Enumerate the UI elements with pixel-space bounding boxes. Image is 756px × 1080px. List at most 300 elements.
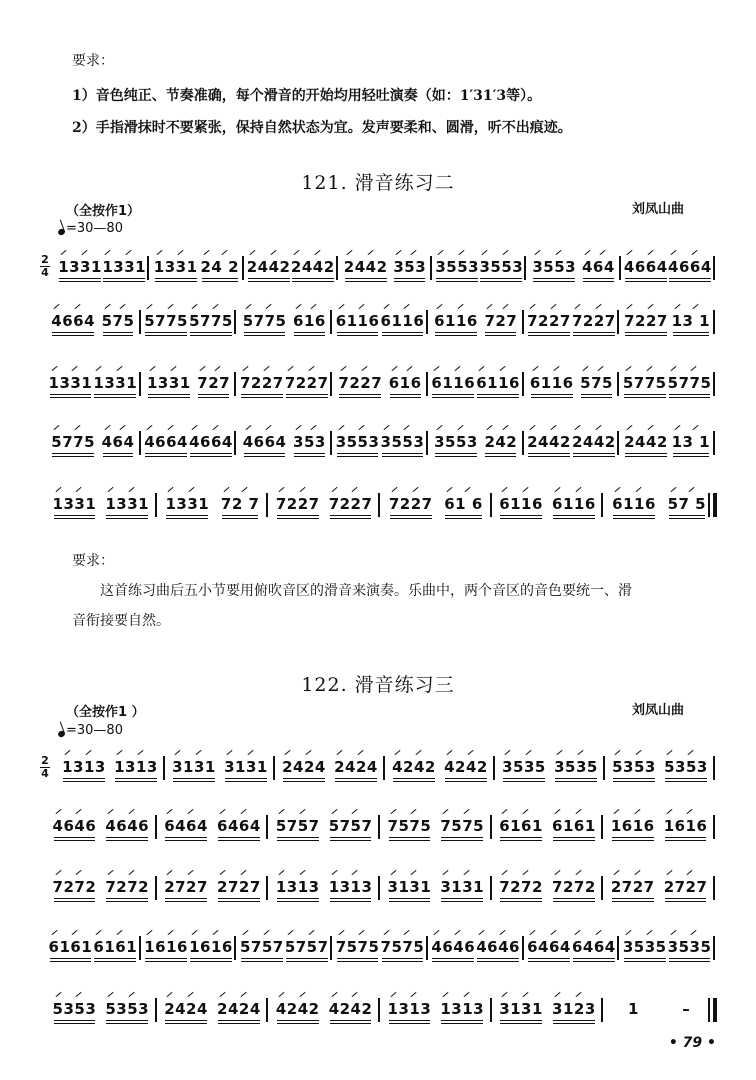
underline (63, 781, 105, 782)
underline (337, 961, 379, 962)
note-group-text: 5757 (239, 938, 284, 956)
underline (432, 397, 474, 398)
slide-marks (388, 806, 432, 816)
slide-marks (554, 747, 598, 757)
measure (48, 302, 138, 342)
underline (115, 781, 157, 782)
underline (165, 1023, 207, 1024)
note-group (682, 990, 690, 1018)
measure (48, 928, 138, 968)
barline (234, 936, 236, 960)
barline (713, 936, 715, 960)
underline (145, 456, 187, 457)
barline (139, 431, 141, 455)
underline (345, 278, 387, 279)
underline (665, 781, 707, 782)
note-group (476, 928, 520, 956)
underline (335, 781, 377, 782)
note-group (51, 302, 95, 330)
note-group (102, 248, 146, 276)
underline (106, 840, 148, 841)
underline (165, 837, 207, 838)
slide-marks (285, 363, 329, 373)
underline (145, 958, 187, 959)
slide-marks (147, 363, 191, 373)
note-group (201, 248, 240, 276)
underline (553, 901, 595, 902)
underline (106, 837, 148, 838)
slide-marks (484, 422, 517, 432)
underline (435, 335, 477, 336)
slide-marks (144, 301, 188, 311)
barline (336, 256, 338, 280)
underline (54, 1023, 96, 1024)
slide-marks (440, 806, 484, 816)
measure (431, 423, 521, 463)
underline (145, 335, 187, 336)
note-group-text: 1331 (146, 374, 191, 392)
note-group-text: 1616 (610, 817, 655, 835)
note-group (554, 748, 598, 776)
measure (431, 302, 521, 342)
underline (94, 958, 136, 959)
slide-marks (672, 301, 711, 311)
slide-marks (668, 363, 712, 373)
underline (330, 518, 372, 519)
slide-marks (582, 247, 615, 257)
underline (244, 456, 286, 457)
underline (286, 958, 328, 959)
underline (500, 898, 542, 899)
slide-marks (53, 806, 97, 816)
slide-marks (291, 247, 335, 257)
slide-marks (527, 422, 571, 432)
underline (528, 958, 570, 959)
slide-marks (499, 484, 543, 494)
note-group-text: 3131 (224, 758, 268, 776)
underline (241, 394, 283, 395)
slide-marks (668, 247, 712, 257)
underline (382, 332, 424, 333)
underline (389, 1020, 431, 1021)
measure (495, 485, 601, 525)
note-group-text: 4664 (51, 312, 96, 330)
underline (94, 394, 136, 395)
score-row (40, 248, 726, 288)
underline (54, 515, 96, 516)
barline (713, 756, 715, 780)
note-group-text: 7272 (552, 878, 596, 896)
slide-marks (502, 747, 546, 757)
note-group (144, 928, 188, 956)
score-row (40, 302, 726, 342)
underline (339, 397, 381, 398)
underline (202, 278, 239, 279)
slide-marks (389, 363, 422, 373)
slide-marks (381, 422, 425, 432)
slide-marks (102, 422, 135, 432)
underline (198, 397, 229, 398)
note-group-text: 2424 (164, 1000, 208, 1018)
note-group (144, 423, 188, 451)
slide-marks (247, 247, 291, 257)
underline (485, 332, 516, 333)
measure (144, 423, 234, 463)
underline (50, 397, 92, 398)
measure (271, 868, 377, 908)
note-group-text: 464 (581, 258, 615, 276)
note-group (572, 423, 616, 451)
note-group (276, 868, 320, 896)
note-group (189, 928, 233, 956)
underline (286, 394, 328, 395)
underline (337, 958, 379, 959)
note-group (336, 423, 380, 451)
slide-marks (58, 247, 102, 257)
underline (54, 840, 96, 841)
note-group (431, 364, 475, 392)
note-group (434, 302, 478, 330)
measure (335, 364, 425, 404)
requirements-heading: 要求： (72, 53, 114, 69)
underline (665, 837, 707, 838)
note-group (53, 868, 97, 896)
underline (503, 778, 545, 779)
underline (382, 453, 424, 454)
slide-marks (612, 484, 656, 494)
slide-marks (527, 301, 571, 311)
underline (330, 837, 372, 838)
underline (477, 397, 519, 398)
barline (713, 310, 715, 334)
underline (485, 335, 516, 336)
underline (337, 456, 379, 457)
underline (103, 278, 145, 279)
note-group (105, 868, 149, 896)
barline (522, 936, 524, 960)
barline (617, 310, 619, 334)
note-group (240, 364, 284, 392)
score-row (40, 748, 726, 788)
measure (383, 990, 489, 1030)
note-group (172, 748, 216, 776)
note-group-text: 7575 (380, 938, 425, 956)
note-group-text: 2424 (334, 758, 378, 776)
measure (247, 248, 335, 288)
underline (244, 335, 286, 336)
underline (218, 840, 260, 841)
note-group (164, 868, 208, 896)
underline (553, 898, 595, 899)
note-group (502, 748, 546, 776)
note-group (668, 485, 707, 513)
barline (426, 936, 428, 960)
slide-marks (434, 301, 478, 311)
underline (669, 958, 711, 959)
note-group-text: 3535 (667, 938, 712, 956)
measure (335, 302, 425, 342)
slide-marks (172, 747, 216, 757)
underline (155, 281, 197, 282)
note-group (484, 423, 517, 451)
note-group (53, 485, 97, 513)
slide-marks (164, 989, 208, 999)
slide-marks (612, 747, 656, 757)
underline (625, 281, 667, 282)
slide-marks (479, 247, 523, 257)
note-group (329, 868, 373, 896)
slide-marks (243, 301, 287, 311)
measure (622, 302, 712, 342)
slide-marks (329, 484, 373, 494)
barline (147, 256, 149, 280)
note-group (114, 748, 158, 776)
underline (222, 515, 259, 516)
note-group-text: 4664 (623, 258, 668, 276)
slide-marks (114, 747, 158, 757)
underline (445, 781, 487, 782)
underline (241, 958, 283, 959)
slide-marks (527, 927, 571, 937)
underline (277, 837, 319, 838)
underline (441, 1020, 483, 1021)
note-group-text: 3553 (479, 258, 524, 276)
measure (239, 423, 329, 463)
note-group-text: 7227 (624, 312, 668, 330)
underline (553, 1020, 595, 1021)
note-group (668, 248, 712, 276)
note-group (580, 364, 613, 392)
slide-marks (224, 747, 268, 757)
slide-marks (62, 747, 106, 757)
note-group (672, 302, 711, 330)
underline (625, 335, 667, 336)
note-group (444, 485, 483, 513)
barline (617, 936, 619, 960)
underline (94, 961, 136, 962)
barline (234, 372, 236, 396)
underline (390, 397, 421, 398)
underline (435, 332, 477, 333)
note-group-text: 7227 (388, 495, 433, 513)
note-group (624, 248, 668, 276)
slide-marks (611, 867, 655, 877)
barline (522, 310, 524, 334)
underline (106, 1023, 148, 1024)
barline (139, 936, 141, 960)
barline (378, 493, 380, 517)
measure (160, 807, 266, 847)
slide-marks (580, 363, 613, 373)
underline (389, 898, 431, 899)
measure (606, 990, 712, 1030)
note-group-text: 7575 (440, 817, 485, 835)
note-group-text: 242 (484, 433, 518, 451)
slide-marks (49, 927, 93, 937)
underline (624, 961, 666, 962)
underline (625, 278, 667, 279)
note-group (572, 928, 616, 956)
measure (160, 990, 266, 1030)
slide-marks (276, 806, 320, 816)
slide-marks (611, 806, 655, 816)
slide-marks (217, 867, 261, 877)
underline (673, 332, 710, 333)
note-group (334, 748, 378, 776)
slide-marks (388, 989, 432, 999)
underline (190, 335, 232, 336)
underline (198, 394, 229, 395)
underline (155, 278, 197, 279)
underline (528, 456, 570, 457)
measure (160, 485, 266, 525)
note-group (164, 807, 208, 835)
note-group-text: 6116 (552, 495, 596, 513)
underline (54, 898, 96, 899)
note-group-text: 1331 (52, 495, 97, 513)
underline (394, 278, 425, 279)
underline (432, 961, 474, 962)
underline (613, 781, 655, 782)
score-row (40, 807, 726, 847)
underline (669, 281, 711, 282)
note-group (624, 423, 668, 451)
note-group (243, 423, 287, 451)
underline (218, 1023, 260, 1024)
measure (435, 248, 523, 288)
measure (271, 807, 377, 847)
slide-marks (392, 747, 436, 757)
underline (103, 456, 134, 457)
underline (244, 332, 286, 333)
note-group (329, 990, 373, 1018)
note-group (102, 423, 135, 451)
exercise-122-composer: 刘凤山曲 (631, 703, 684, 718)
slide-marks (51, 301, 95, 311)
underline (145, 453, 187, 454)
underline (573, 958, 615, 959)
slide-marks (389, 484, 433, 494)
slide-marks (530, 363, 574, 373)
underline (145, 961, 187, 962)
underline (480, 281, 522, 282)
note-group-text: 1331 (105, 495, 150, 513)
note-group-text: 6464 (217, 817, 261, 835)
slide-marks (93, 363, 137, 373)
slide-marks (293, 422, 326, 432)
measure (495, 868, 601, 908)
note-group-text: 7272 (499, 878, 543, 896)
slide-marks (431, 927, 475, 937)
underline (52, 456, 94, 457)
underline (330, 515, 372, 516)
slide-marks (53, 484, 97, 494)
underline (148, 394, 190, 395)
slide-marks (105, 989, 149, 999)
measure (278, 748, 382, 788)
underline (54, 1020, 96, 1021)
note-group-text: 4646 (105, 817, 150, 835)
note-group-text: 3553 (335, 433, 380, 451)
underline (669, 394, 711, 395)
underline (673, 335, 710, 336)
underline (435, 456, 477, 457)
note-group-text: 3553 (434, 433, 478, 451)
barline (524, 256, 526, 280)
barline (383, 756, 385, 780)
note-group-text: 6161 (499, 817, 543, 835)
note-group-text: 5757 (275, 817, 320, 835)
underline (106, 1020, 148, 1021)
final-barline (713, 998, 717, 1022)
note-group (440, 807, 484, 835)
note-group (552, 485, 596, 513)
barline (426, 372, 428, 396)
underline (330, 840, 372, 841)
slide-marks (440, 867, 484, 877)
underline (624, 394, 666, 395)
note-group-text: 4646 (476, 938, 520, 956)
underline (106, 518, 148, 519)
slide-marks (668, 927, 712, 937)
slide-marks (197, 363, 230, 373)
note-group-text: 1616 (189, 938, 233, 956)
note-group-text: 4242 (328, 1000, 373, 1018)
slide-marks (240, 363, 284, 373)
measure (152, 248, 240, 288)
note-group (338, 364, 382, 392)
underline (669, 515, 706, 516)
underline (624, 958, 666, 959)
final-barline (713, 493, 717, 517)
measure (144, 302, 234, 342)
note-group-text: 575 (580, 374, 613, 392)
note-group (611, 868, 655, 896)
underline (345, 281, 387, 282)
note-group-text: 4242 (444, 758, 488, 776)
underline (441, 1023, 483, 1024)
slide-marks (572, 927, 616, 937)
measure (144, 364, 234, 404)
note-group-text: 6464 (571, 938, 616, 956)
slide-marks (381, 927, 425, 937)
measure (48, 423, 138, 463)
note-group (611, 807, 655, 835)
note-group-text: 1616 (144, 938, 188, 956)
slide-marks (105, 484, 149, 494)
score-row (40, 928, 726, 968)
underline (173, 778, 215, 779)
measure (622, 364, 712, 404)
requirement-item-1: 1）音色纯正、节奏准确，每个滑音的开始均用轻吐演奏（如：1′31′3等）。 (72, 88, 542, 104)
underline (50, 961, 92, 962)
underline (165, 1020, 207, 1021)
barline (234, 310, 236, 334)
note-group (530, 364, 574, 392)
note-group (291, 248, 335, 276)
note-group-text: 5775 (51, 433, 96, 451)
underline (441, 837, 483, 838)
underline (528, 961, 570, 962)
underline (277, 840, 319, 841)
note-group (329, 485, 373, 513)
underline (59, 278, 101, 279)
note-group-text: 7227 (571, 312, 616, 330)
underline (555, 781, 597, 782)
note-group (276, 485, 320, 513)
slide-marks (243, 422, 287, 432)
underline (148, 397, 190, 398)
